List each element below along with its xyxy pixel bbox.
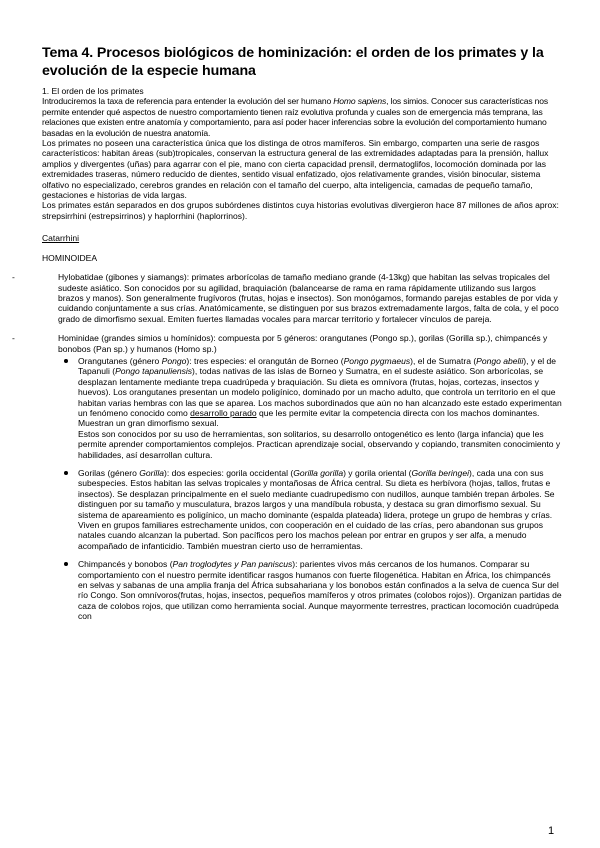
dash-marker: - [12, 333, 15, 344]
section-heading: 1. El orden de los primates [42, 86, 144, 96]
bullet-gorilas: Gorilas (género Gorilla): dos especies: gorila occidental (Gorilla gorilla) y gorila oriental (Gorilla beringei), cada una con sus subespecies. Estos habitan las selvas tropicales y montañosas de África central. Su dieta es herbívora (hojas, tallos, frutas e insectos). Se desplazan principalmente en el suelo mediante cuadrupedismo con nudillos, aunque también trepan árboles. Se distinguen por su tamaño y musculatura, brazos largos y una mandíbula robusta, y destaca su gran dimorfismo sexual. Su sistema de apareamiento es poligínico, un macho dominante (espalda plateada) lidera, protege un grupo de hembras y crías. Viven en grupos familiares estrechamente unidos, con cooperación en el cuidado de las crías, pero abandonan sus grupos natales cuando alcanzan la pubertad. Son pacíficos pero los machos pelean por entrar en grupos y ser alfa, a menudo acompañado de infanticidio. También muestran cierto uso de herramientas. [58, 468, 562, 551]
underlined-term: desarrollo parado [190, 407, 257, 418]
dash-marker: - [12, 272, 15, 283]
list-item-hominidae: - Hominidae (grandes simios u homínidos): compuesta por 5 géneros: orangutanes (Pongo sp.), gorilas (Gorilla sp.), chimpancés y bonobos (Pan sp.) y humanos (Homo sp.) Orangutanes (género Pongo): tres especies: el orangután de Borneo (Pongo pygmaeus), el de Sumatra (Pongo abelii), y el de Tapanuli (Pongo tapanuliensis), todas nativas de las islas de Borneo y Sumatra, en el sudeste asiático. Son arborícolas, se desplazan lentamente mediante trepa cuadrúpeda y braquiación. Su dieta es omnívora (frutas, hojas, cortezas, insectos y huevos). Los orangutanes presentan un modelo poligínico, dominado por un macho adulto, que controla un territorio en el que habitan varias hembras con las que se aparea. Los machos subordinados que aún no han alcanzado este estado experimentan un fenómeno conocido como desarrollo parado que les permite evitar la competencia directa con los machos dominantes. Muestran un gran dimorfismo sexual. Estos son conocidos por su uso de herramientas, son solitarios, su desarrollo ontogenético es lento (larga infancia) que les permite aprender comportamientos complejos. Practican aprendizaje social, observando y copiando, transmiten conocimiento y habilidades, así desarrollan cultura. Gorilas (género Gorilla): dos especies: gorila occidental (Gorilla gorilla) y gorila oriental (Gorilla beringei), cada una con sus subespecies. Estos habitan las selvas tropicales y montañosas de África central. Su dieta es herbívora (hojas, tallos, frutas e insectos). Se desplazan principalmente en el suelo mediante cuadrupedismo con nudillos, aunque también trepan árboles. Se distinguen por su tamaño y musculatura, brazos largos y una mandíbula robusta, y destaca su gran dimorfismo sexual. Su sistema de apareamiento es poligínico, un macho dominante (espalda plateada) lidera, protege un grupo de hembras y crías. Viven en grupos familiares estrechamente unidos, con cooperación en el cuidado de las crías, pero abandonan sus grupos natales cuando alcanzan la pubertad. Son pacíficos pero los machos pelean por entrar en grupos y ser alfa, a menudo acompañado de infanticidio. También muestran cierto uso de herramientas. Chimpancés y bonobos (Pan troglodytes y Pan paniscus): parientes vivos más cercanos de los humanos. Comparar su comportamiento con el nuestro permite identificar rasgos humanos con fuerte filogenética. Habitan en África, los chimpancés en selvas y sabanas de una amplia franja del África subsahariana y los bonobos están confinados a la selva de cuenca Sur del río Congo. Son omnívoros(frutas, hojas, insectos, pequeños mamíferos y otros primates (colobos rojos)). Organizan partidas de caza de colobos rojos, que utilizan como herramienta social. Aunque mayormente terrestres, practican locomoción cuadrúpeda con [12, 333, 562, 622]
bullet-dot [64, 562, 68, 566]
bullet-dot [64, 471, 68, 475]
list-item-hylobatidae: - Hylobatidae (gibones y siamangs): primates arborícolas de tamaño mediano grande (4-13kg) que habitan las selvas tropicales del sudeste asiático. Son conocidos por su agilidad, braquiación (balancearse de rama en rama rápidamente utilizando sus largos brazos y manos). Son generalmente frugívoros (frutas, hojas e insectos). Son monógamos, formando parejas estables de por vida y cuidando conjuntamente a sus crías. Anatómicamente, se distinguen por sus brazos extremadamente largos, falta de cola, y el poco grado de dimorfismo sexual. Emiten fuertes llamadas vocales para marcar territorio y fortalecer vínculos de pareja. [12, 272, 559, 324]
page-number: 1 [548, 825, 555, 837]
bullet-dot [64, 359, 68, 363]
bullet-orangutanes: Orangutanes (género Pongo): tres especies: el orangután de Borneo (Pongo pygmaeus), el de Sumatra (Pongo abelii), y el de Tapanuli (Pongo tapanuliensis), todas nativas de las islas de Borneo y Sumatra, en el sudeste asiático. Son arborícolas, se desplazan lentamente mediante trepa cuadrúpeda y braquiación. Su dieta es omnívora (frutas, hojas, cortezas, insectos y huevos). Los orangutanes presentan un modelo poligínico, dominado por un macho adulto, que controla un territorio en el que habitan varias hembras con las que se aparea. Los machos subordinados que aún no han alcanzado este estado experimentan un fenómeno conocido como desarrollo parado que les permite evitar la competencia directa con los machos dominantes. Muestran un gran dimorfismo sexual. Estos son conocidos por su uso de herramientas, son solitarios, su desarrollo ontogenético es lento (larga infancia) que les permite aprender comportamientos complejos. Practican aprendizaje social, observando y copiando, transmiten conocimiento y habilidades, así desarrollan cultura. [58, 356, 562, 460]
catarrhini-heading: Catarrhini [42, 233, 80, 244]
document-body [12, 86, 562, 622]
suborders-paragraph: Los primates están separados en dos grupos subórdenes distintos cuya historias evolutivas divergieron hace 87 millones de años aprox: strepsirrhini (estrepsirrinos) y haplorrhini (haplorrinos). [42, 200, 559, 221]
species-name: Homo sapiens [333, 96, 387, 107]
hominidae-bullet-list [58, 356, 562, 622]
primate-traits-paragraph: Los primates no poseen una característica única que los distinga de otros mamíferos. Sin embargo, comparten una serie de rasgos característicos: habitan áreas (sub)tropicales, conservan la estructura general de las extremidades adaptadas para la prensión, hallux amplios y divergentes (uñas) para agarrar con el pie, mano con cierta capacidad prensil, dermatoglifos, locomoción dominada por las extremidades traseras, número reducido de dientes, sentido visual enfatizado, ojos relativamente grandes, visión binocular, sistema olfativo no especializado, cerebros grandes en relación con el tamaño del cuerpo, alta inteligencia, camadas de pequeño tamaño, gestaciones e historias de vida largas. [42, 138, 549, 201]
hominoidea-heading: HOMINOIDEA [42, 252, 98, 263]
orangutanes-tools-paragraph: Estos son conocidos por su uso de herramientas, son solitarios, su desarrollo ontogenético es lento (larga infancia) que les permite aprender comportamientos complejos. Practican aprendizaje social, observando y copiando, transmiten conocimiento y habilidades, así desarrollan cultura. [78, 428, 561, 460]
bullet-chimpances: Chimpancés y bonobos (Pan troglodytes y Pan paniscus): parientes vivos más cercanos de los humanos. Comparar su comportamiento con el nuestro permite identificar rasgos humanos con fuerte filogenética. Habitan en África, los chimpancés en selvas y sabanas de una amplia franja del África subsahariana y los bonobos están confinados a la selva de cuenca Sur del río Congo. Son omnívoros(frutas, hojas, insectos, pequeños mamíferos y otros primates (colobos rojos)). Organizan partidas de caza de colobos rojos, que utilizan como herramienta social. Aunque mayormente terrestres, practican locomoción cuadrúpeda con [58, 559, 562, 621]
intro-paragraph: Introduciremos la taxa de referencia para entender la evolución del ser humano Homo sapiens, los simios. Conocer sus características nos permite entender qué aspectos de nuestro comportamiento tienen raíz evolutiva profunda y cuales son de emergencia más temprana, las relaciones que existen entre anatomía y comportamiento, para así poder hacer inferencias sobre la evolución del comportamiento humano basadas en la evolución de nuestra anatomía. [42, 96, 548, 138]
document-title: Tema 4. Procesos biológicos de hominización: el orden de los primates y la evolución de la especie humana [42, 45, 544, 79]
